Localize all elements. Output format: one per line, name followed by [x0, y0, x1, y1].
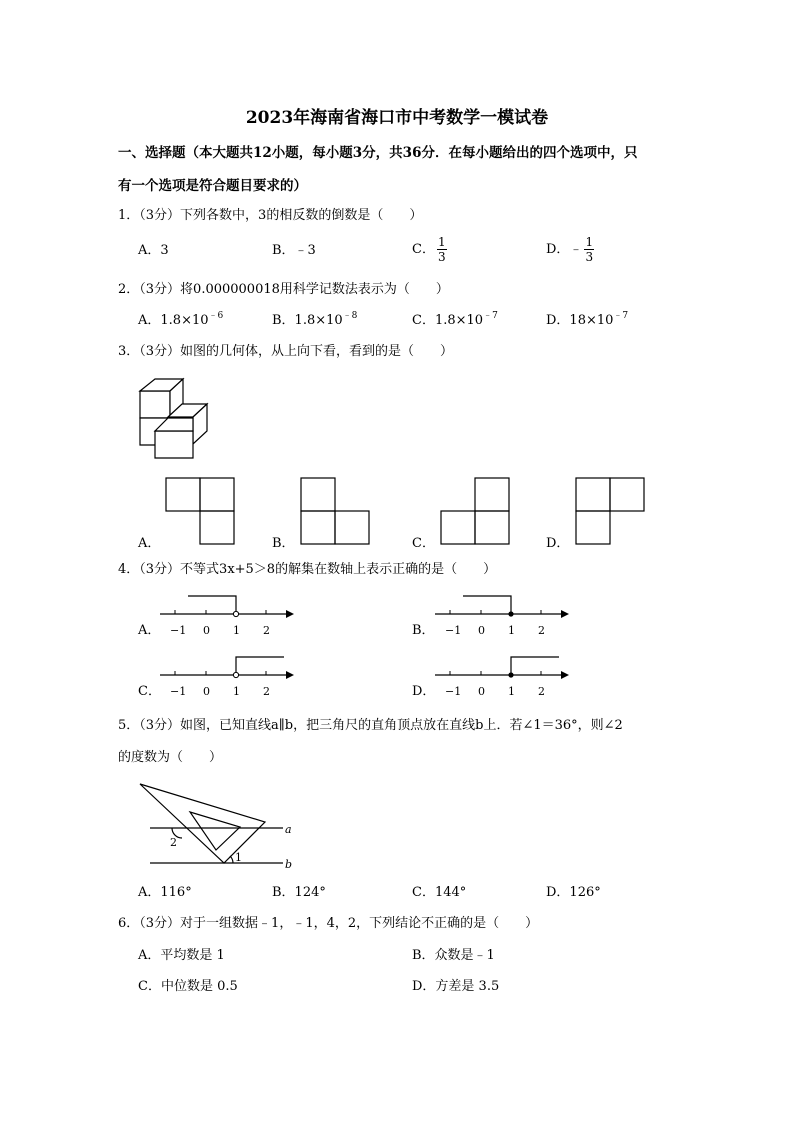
- q4-option-a: A．: [138, 623, 161, 638]
- tick-label: −1: [170, 685, 187, 698]
- q5-option-c: C．144°: [412, 885, 467, 900]
- q1-option-d-sign: ﹣: [569, 242, 583, 257]
- fraction-numerator: 1: [585, 235, 594, 249]
- page-title: 2023年海南省海口市中考数学一模试卷: [245, 108, 549, 128]
- section-heading-line1: 一、选择题（本大题共12小题，每小题3分，共36分．在每小题给出的四个选项中，只: [118, 145, 638, 161]
- q2-d-base: D．18×10: [546, 313, 614, 328]
- q3-option-c-view: [440, 477, 512, 547]
- q5-option-d: D．126°: [546, 885, 601, 900]
- q6-option-d: D．方差是 3.5: [412, 979, 500, 994]
- q6-option-c: C．中位数是 0.5: [138, 979, 238, 994]
- q3-option-c: C．: [412, 536, 435, 551]
- q1-option-d-fraction: [584, 235, 594, 264]
- q4-option-d: D．: [412, 684, 436, 699]
- q2-a-exponent: ﹣6: [208, 311, 224, 321]
- tick-label: 2: [263, 624, 270, 637]
- q5-option-b: B．124°: [272, 885, 326, 900]
- q1-option-c: [412, 235, 447, 265]
- q2-d-exponent: ﹣7: [613, 311, 629, 321]
- q3-option-d: D．: [546, 536, 570, 551]
- q2-option-b: [272, 313, 357, 329]
- q4-option-c: C．: [138, 684, 161, 699]
- q4-number-line-d: [433, 651, 568, 701]
- q3-stem: 3．（3分）如图的几何体，从上向下看，看到的是（ ）: [118, 344, 454, 359]
- q4-number-line-b: [433, 590, 568, 640]
- q2-option-a: [138, 313, 223, 329]
- angle-2-label: 2: [170, 836, 177, 849]
- tick-label: 0: [478, 624, 485, 637]
- q4-stem: 4．（3分）不等式3x+5＞8的解集在数轴上表示正确的是（ ）: [118, 562, 497, 577]
- q2-c-base: C．1.8×10: [412, 313, 484, 328]
- q2-option-d: [546, 313, 628, 329]
- fraction-denominator: 3: [585, 250, 594, 264]
- tick-label: 2: [538, 685, 545, 698]
- q3-option-a-view: [165, 477, 237, 547]
- tick-label: 1: [233, 685, 240, 698]
- q5-triangle-ruler-figure: [138, 778, 298, 873]
- tick-label: 1: [508, 624, 515, 637]
- q2-c-exponent: ﹣7: [483, 311, 498, 321]
- q6-option-b: B．众数是﹣1: [412, 948, 495, 963]
- q4-number-line-a: [158, 590, 293, 640]
- q1-stem: 1．（3分）下列各数中，3的相反数的倒数是（ ）: [118, 208, 423, 223]
- angle-1-label: 1: [235, 851, 242, 864]
- tick-label: 0: [203, 624, 210, 637]
- q5-stem-line1: 5．（3分）如图，已知直线a∥b，把三角尺的直角顶点放在直线b上．若∠1＝36°，则∠2: [118, 718, 623, 733]
- tick-label: 1: [233, 624, 240, 637]
- q4-option-b: B．: [412, 623, 435, 638]
- q6-option-a: A．平均数是 1: [138, 948, 225, 963]
- q1-option-b: B．﹣3: [272, 243, 316, 258]
- tick-label: 0: [203, 685, 210, 698]
- tick-label: −1: [445, 624, 462, 637]
- q2-option-c: [412, 313, 498, 329]
- q2-b-base: B．1.8×10: [272, 313, 343, 328]
- q1-option-d: [546, 235, 594, 265]
- tick-label: 1: [508, 685, 515, 698]
- q4-number-line-c: [158, 651, 293, 701]
- line-b-label: b: [285, 858, 293, 871]
- section-heading-line2: 有一个选项是符合题目要求的）: [118, 178, 307, 194]
- tick-label: 2: [263, 685, 270, 698]
- q1-option-d-label: D．: [546, 242, 570, 257]
- q2-stem: 2．（3分）将0.000000018用科学记数法表示为（ ）: [118, 282, 449, 297]
- fraction-numerator: 1: [437, 235, 446, 249]
- q5-stem-line2: 的度数为（ ）: [118, 750, 223, 765]
- q3-option-a: A．: [138, 536, 161, 551]
- q1-option-c-label: C．: [412, 242, 435, 257]
- q3-option-b-view: [300, 477, 372, 547]
- q2-a-base: A．1.8×10: [138, 313, 209, 328]
- q6-stem: 6．（3分）对于一组数据﹣1，﹣1，4，2，下列结论不正确的是（ ）: [118, 916, 539, 931]
- q3-option-d-view: [575, 477, 647, 547]
- q2-b-exponent: ﹣8: [342, 311, 358, 321]
- q5-option-a: A．116°: [138, 885, 192, 900]
- q3-option-b: B．: [272, 536, 295, 551]
- q3-solid-figure: [135, 376, 215, 461]
- fraction-denominator: 3: [437, 250, 446, 264]
- tick-label: 0: [478, 685, 485, 698]
- tick-label: −1: [445, 685, 462, 698]
- q1-option-c-fraction: [437, 235, 447, 264]
- q1-option-a: A．3: [138, 243, 169, 258]
- tick-label: 2: [538, 624, 545, 637]
- tick-label: −1: [170, 624, 187, 637]
- line-a-label: a: [285, 823, 292, 836]
